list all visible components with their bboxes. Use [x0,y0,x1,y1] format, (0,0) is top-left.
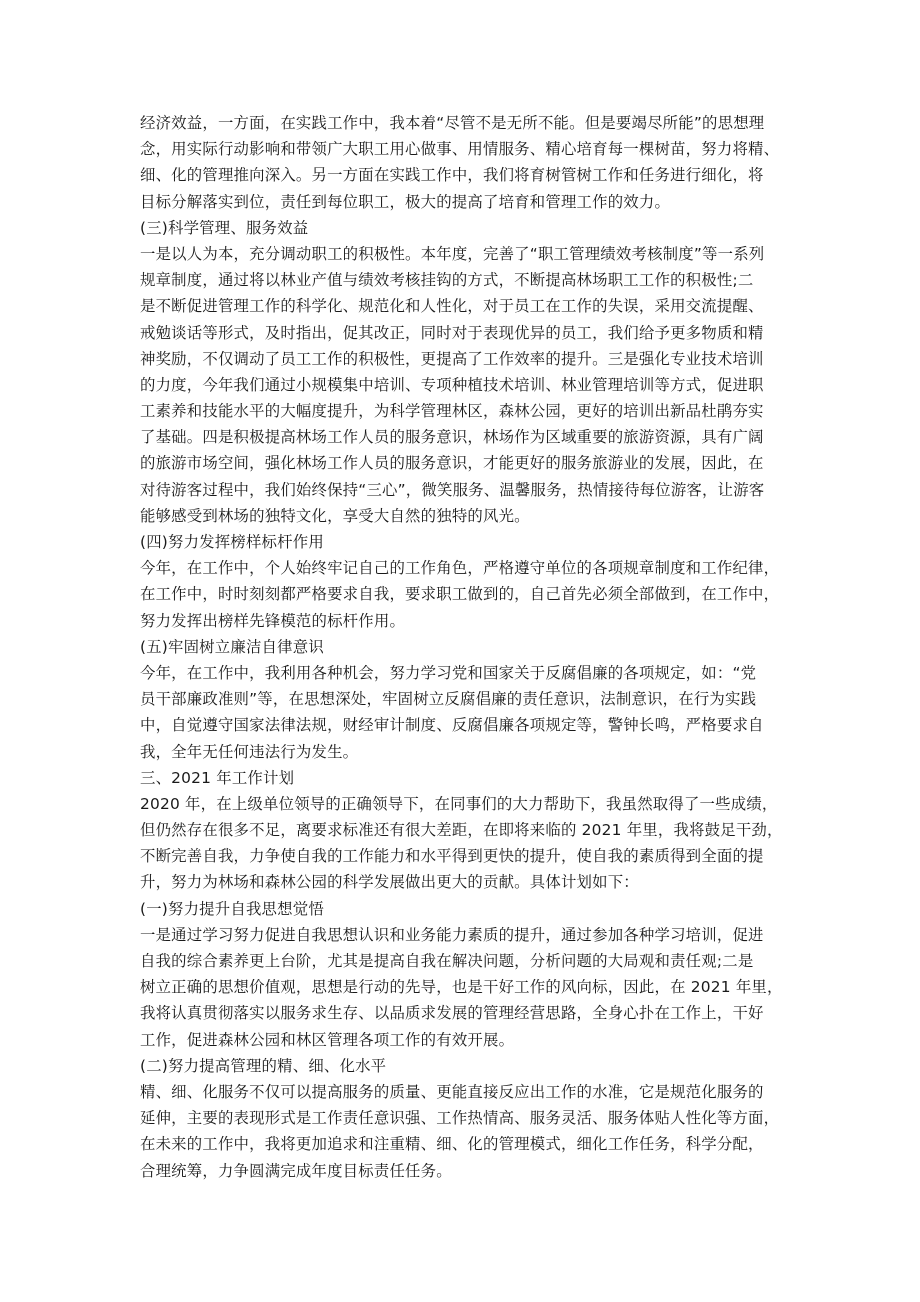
paragraph [140,1079,812,1184]
text-line: 神奖励，不仅调动了员工工作的积极性，更提高了工作效率的提升。三是强化专业技术培训 [140,349,764,368]
text-line: 的力度，今年我们通过小规模集中培训、专项种植技术培训、林业管理培训等方式，促进职 [140,375,764,394]
text-line: 在未来的工作中，我将更加追求和注重精、细、化的管理模式，细化工作任务，科学分配， [140,1135,764,1154]
document-body [140,110,812,1184]
text-line: 细、化的管理推向深入。另一方面在实践工作中，我们将育树管树工作和任务进行细化，将 [140,166,764,185]
text-line: 对待游客过程中，我们始终保持“三心”，微笑服务、温馨服务，热情接待每位游客，让游客 [140,480,765,499]
section-heading: (一)努力提升自我思想觉悟 [140,899,324,918]
text-line: 念，用实际行动影响和带领广大职工用心做事、用情服务、精心培育每一棵树苗，努力将精、 [140,140,780,159]
paragraph [140,660,812,765]
text-line: 戒勉谈话等形式，及时指出，促其改正，同时对于表现优异的员工，我们给予更多物质和精 [140,323,764,342]
text-line: 合理统筹，力争圆满完成年度目标责任任务。 [140,1161,452,1180]
text-line: 但仍然存在很多不足，离要求标准还有很大差距，在即将来临的 2021 年里，我将鼓足干劲， [140,821,783,840]
section-heading: 三、2021 年工作计划 [140,768,295,787]
text-line: 中，自觉遵守国家法律法规，财经审计制度、反腐倡廉各项规定等，警钟长鸣，严格要求自 [140,716,764,735]
text-line: 一是通过学习努力促进自我思想认识和业务能力素质的提升，通过参加各种学习培训，促进 [140,925,764,944]
text-line: 精、细、化服务不仅可以提高服务的质量、更能直接反应出工作的水准，它是规范化服务的 [140,1082,764,1101]
section-heading: (三)科学管理、服务效益 [140,218,309,237]
text-line: 2020 年，在上级单位领导的正确领导下，在同事们的大力帮助下，我虽然取得了一些成绩， [140,794,778,813]
text-line: 工素养和技能水平的大幅度提升，为科学管理林区，森林公园，更好的培训出新品杜鹃夯实 [140,402,764,421]
text-line: 不断完善自我，力争使自我的工作能力和水平得到更快的提升，使自我的素质得到全面的提 [140,847,764,866]
text-line: 树立正确的思想价值观，思想是行动的先导，也是干好工作的风向标，因此，在 2021 年里， [140,978,783,997]
paragraph [140,791,812,896]
text-line: 升，努力为林场和森林公园的科学发展做出更大的贡献。具体计划如下： [140,873,639,892]
text-line: 经济效益，一方面，在实践工作中，我本着“尽管不是无所不能。但是要竭尽所能”的思想理 [140,114,765,132]
text-line: 的旅游市场空间，强化林场工作人员的服务意识，才能更好的服务旅游业的发展，因此，在 [140,454,764,473]
text-line: 工作，促进森林公园和林区管理各项工作的有效开展。 [140,1030,515,1049]
text-line: 了基础。四是积极提高林场工作人员的服务意识，林场作为区域重要的旅游资源，具有广阔 [140,428,764,447]
text-line: 努力发挥出榜样先锋模范的标杆作用。 [140,611,406,630]
paragraph [140,110,812,215]
text-line: 一是以人为本，充分调动职工的积极性。本年度，完善了“职工管理绩效考核制度”等一系列 [140,244,765,263]
text-line: 今年，在工作中，我利用各种机会，努力学习党和国家关于反腐倡廉的各项规定，如：“党 [140,663,757,682]
text-line: 能够感受到林场的独特文化，享受大自然的独特的风光。 [140,506,530,525]
text-line: 是不断促进管理工作的科学化、规范化和人性化，对于员工在工作的失误，采用交流提醒、 [140,297,764,316]
text-line: 自我的综合素养更上台阶，尤其是提高自我在解决问题，分析问题的大局观和责任观;二是 [140,952,754,970]
text-line: 我将认真贯彻落实以服务求生存、以品质求发展的管理经营思路，全身心扑在工作上，干好 [140,1004,764,1023]
text-line: 员干部廉政准则”等，在思想深处，牢固树立反腐倡廉的责任意识，法制意识，在行为实践 [140,690,757,709]
text-line: 延伸，主要的表现形式是工作责任意识强、工作热情高、服务灵活、服务体贴人性化等方面， [140,1109,780,1128]
paragraph [140,241,812,529]
section-heading: (二)努力提高管理的精、细、化水平 [140,1056,387,1075]
text-line: 今年，在工作中，个人始终牢记自己的工作角色，严格遵守单位的各项规章制度和工作纪律， [140,559,780,578]
section-heading: (五)牢固树立廉洁自律意识 [140,637,324,656]
paragraph [140,922,812,1053]
section-heading: (四)努力发挥榜样标杆作用 [140,533,324,551]
paragraph [140,555,812,634]
text-line: 我，全年无任何违法行为发生。 [140,742,359,761]
text-line: 在工作中，时时刻刻都严格要求自我，要求职工做到的，自己首先必须全部做到，在工作中， [140,585,780,604]
text-line: 目标分解落实到位，责任到每位职工，极大的提高了培育和管理工作的效力。 [140,192,671,211]
text-line: 规章制度，通过将以林业产值与绩效考核挂钩的方式，不断提高林场职工工作的积极性;二 [140,271,754,290]
